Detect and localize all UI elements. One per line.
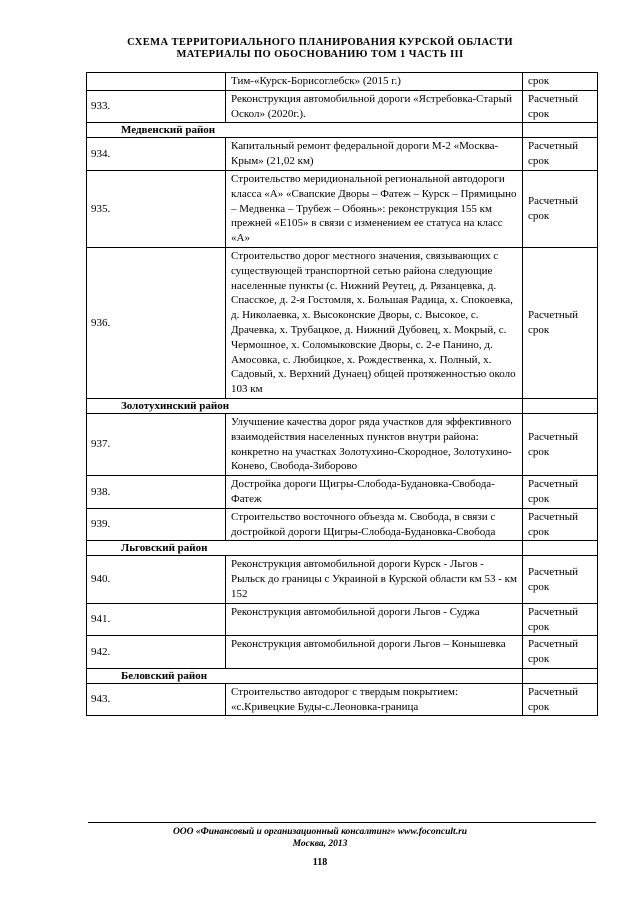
footer-company: ООО «Финансовый и организационный консалтинг» www.foconcult.ru	[172, 827, 468, 837]
table-row	[87, 556, 598, 603]
implementation-term: Расчетный срок	[523, 636, 598, 669]
table-row	[87, 170, 598, 247]
implementation-term: Расчетный срок	[523, 170, 598, 247]
row-number: 938.	[87, 476, 226, 509]
footer-city-year: Москва, 2013	[292, 839, 348, 849]
implementation-term: Расчетный срок	[523, 413, 598, 475]
project-description: Строительство восточного объезда м. Свобода, в связи с достройкой дороги Щигры-Слобода-Будановка-Свобода	[226, 508, 523, 541]
table-row	[87, 413, 598, 475]
row-number	[87, 73, 226, 91]
row-number: 937.	[87, 413, 226, 475]
implementation-term: Расчетный срок	[523, 508, 598, 541]
district-empty-cell	[523, 541, 598, 556]
table-row	[87, 603, 598, 636]
table-row	[87, 138, 598, 171]
district-header-row	[87, 541, 598, 556]
project-description: Реконструкция автомобильной дороги Льгов – Конышевка	[226, 636, 523, 669]
row-number: 939.	[87, 508, 226, 541]
row-number: 936.	[87, 247, 226, 398]
projects-table-body	[87, 73, 598, 716]
row-number: 934.	[87, 138, 226, 171]
row-number: 933.	[87, 90, 226, 123]
district-header-row	[87, 123, 598, 138]
table-row	[87, 508, 598, 541]
project-description: Строительство дорог местного значения, связывающих с существующей транспортной сетью района следующие населенные пункты (с. Нижний Реутец, д. Рязанцевка, д. Спасское, д. 2-я Гостомля, х. Большая Радица, х. Спокоевка, д. Николаевка, х. Высоконские Дворы, с. Высокое, с. Драчевка, х. Трубацкое, д. Нижний Дубовец, х. Мокрый, с. Чермошное, х. Соломыковские Дворы, с. 2-е Панино, д. Амосовка, с. Любицкое, х. Рождественка, х. Полный, х. Садовый, х. Верхний Дунаец) общей протяженностью около 103 км	[226, 247, 523, 398]
district-empty-cell	[523, 123, 598, 138]
document-subtitle: МАТЕРИАЛЫ ПО ОБОСНОВАНИЮ ТОМ 1 ЧАСТЬ III	[176, 49, 464, 60]
project-description: Улучшение качества дорог ряда участков для эффективного взаимодействия населенных пунктов внутри района: конкретно на участках Золотухино-Скородное, Золотухино-Конево, Свобода-Зиборово	[226, 413, 523, 475]
project-description: Тим-«Курск-Борисоглебск» (2015 г.)	[226, 73, 523, 91]
project-description: Реконструкция автомобильной дороги «Ястребовка-Старый Оскол» (2020г.).	[226, 90, 523, 123]
table-row	[87, 636, 598, 669]
table-row	[87, 683, 598, 716]
implementation-term: Расчетный срок	[523, 556, 598, 603]
district-header-row	[87, 668, 598, 683]
district-empty-cell	[523, 668, 598, 683]
implementation-term: Расчетный срок	[523, 683, 598, 716]
page-footer	[0, 826, 640, 850]
table-row	[87, 73, 598, 91]
row-number: 935.	[87, 170, 226, 247]
row-number: 940.	[87, 556, 226, 603]
implementation-term: срок	[523, 73, 598, 91]
table-row	[87, 476, 598, 509]
district-name: Льговский район	[87, 541, 523, 556]
row-number: 941.	[87, 603, 226, 636]
implementation-term: Расчетный срок	[523, 138, 598, 171]
district-name: Беловский район	[87, 668, 523, 683]
district-empty-cell	[523, 398, 598, 413]
project-description: Строительство автодорог с твердым покрытием: «с.Кривецкие Буды-с.Леоновка-граница	[226, 683, 523, 716]
district-header-row	[87, 398, 598, 413]
row-number: 942.	[87, 636, 226, 669]
row-number: 943.	[87, 683, 226, 716]
footer-divider	[88, 822, 596, 823]
table-row	[87, 90, 598, 123]
district-name: Золотухинский район	[87, 398, 523, 413]
project-description: Строительство меридиональной региональной автодороги класса «А» «Свапские Дворы – Фатеж – Курск – Прямицыно – Медвенка – Трубеж – Обоянь»: реконструкция 155 км прежней «Е105» в связи с изменением ее статуса на класс «А»	[226, 170, 523, 247]
project-description: Реконструкция автомобильной дороги Курск - Льгов - Рыльск до границы с Украиной в Курской области км 53 - км 152	[226, 556, 523, 603]
page-number: 118	[312, 857, 328, 868]
projects-table	[86, 72, 598, 716]
district-name: Медвенский район	[87, 123, 523, 138]
implementation-term: Расчетный срок	[523, 603, 598, 636]
implementation-term: Расчетный срок	[523, 247, 598, 398]
project-description: Достройка дороги Щигры-Слобода-Будановка-Свобода-Фатеж	[226, 476, 523, 509]
table-row	[87, 247, 598, 398]
implementation-term: Расчетный срок	[523, 90, 598, 123]
document-title: СХЕМА ТЕРРИТОРИАЛЬНОГО ПЛАНИРОВАНИЯ КУРСКОЙ ОБЛАСТИ	[127, 37, 513, 48]
project-description: Реконструкция автомобильной дороги Льгов - Суджа	[226, 603, 523, 636]
page-header	[0, 37, 640, 61]
implementation-term: Расчетный срок	[523, 476, 598, 509]
project-description: Капитальный ремонт федеральной дороги М-2 «Москва-Крым» (21,02 км)	[226, 138, 523, 171]
